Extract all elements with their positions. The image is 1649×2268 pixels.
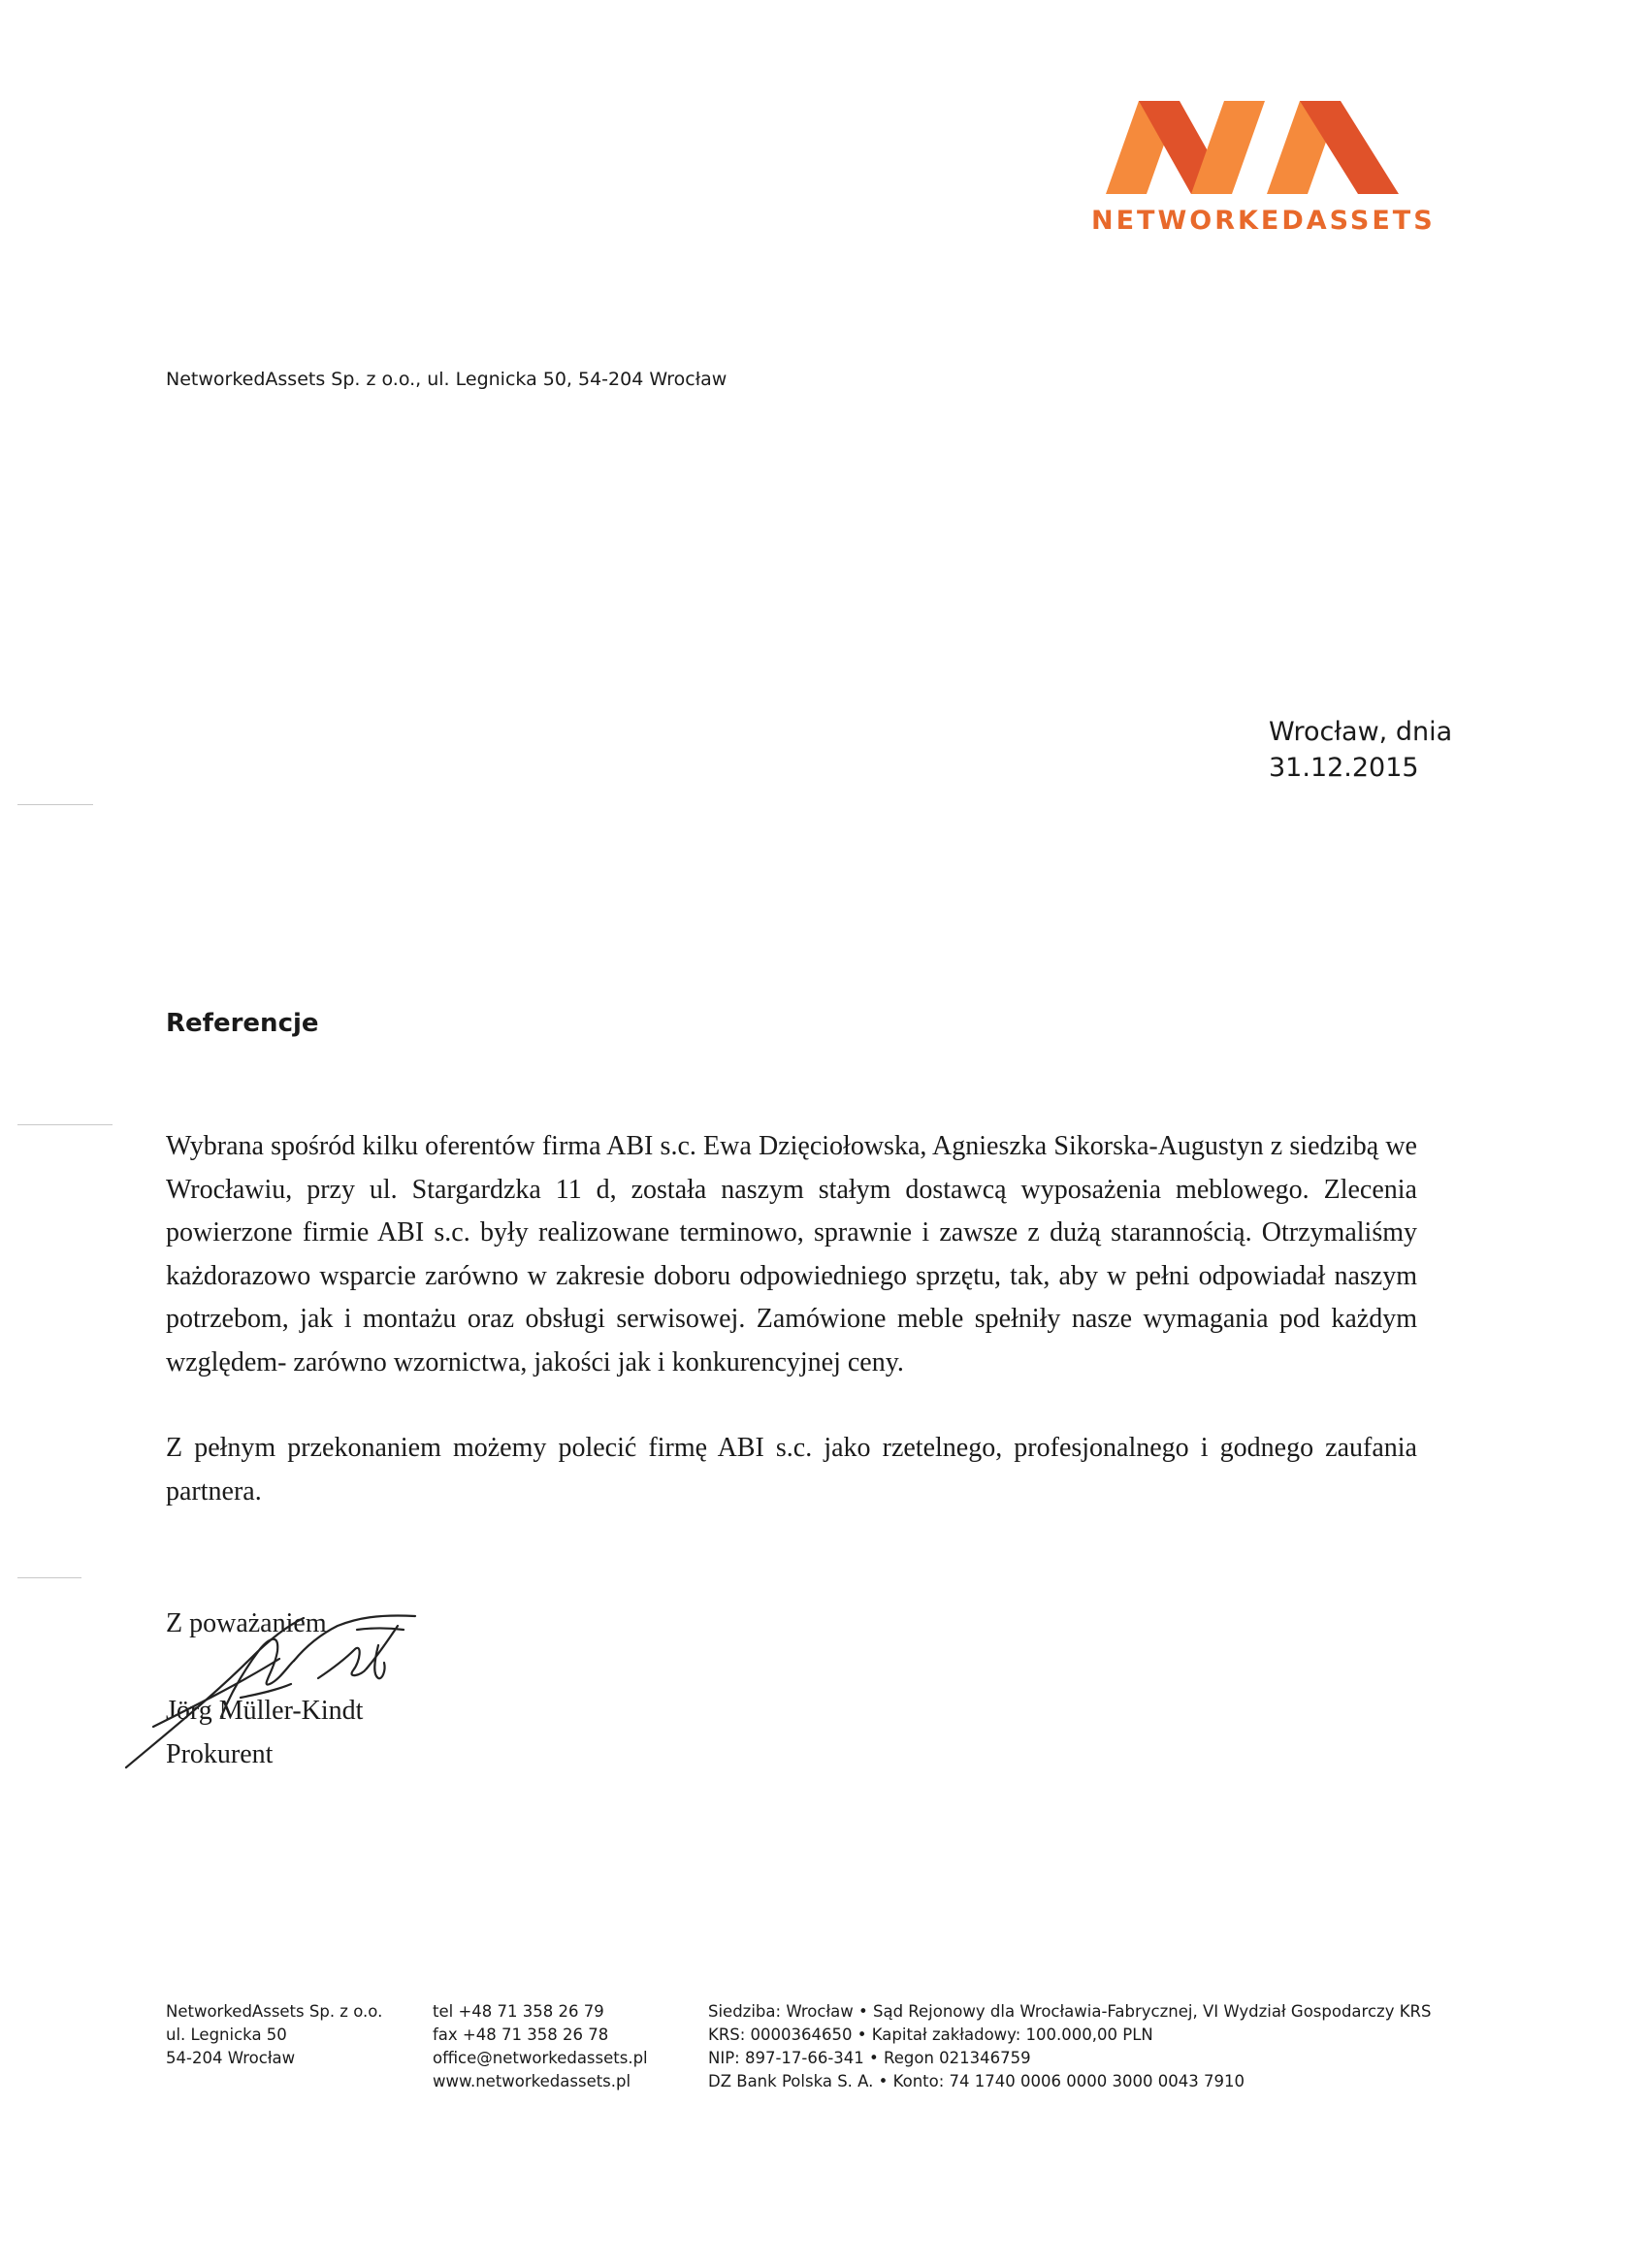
footer-line: ul. Legnicka 50 — [166, 2025, 287, 2044]
letter-body — [166, 1125, 1417, 1556]
networkedassets-logo-icon — [1106, 101, 1399, 194]
footer-legal-info — [708, 2000, 1431, 2093]
closing-greeting: Z poważaniem — [166, 1608, 327, 1638]
footer-line: NIP: 897-17-66-341 • Regon 021346759 — [708, 2049, 1031, 2067]
place-date — [1269, 714, 1452, 786]
place-label: Wrocław, dnia — [1269, 717, 1453, 747]
footer-line: KRS: 0000364650 • Kapitał zakładowy: 100.000,00 PLN — [708, 2025, 1153, 2044]
handwritten-signature-icon — [124, 1591, 464, 1775]
footer-line: 54-204 Wrocław — [166, 2049, 296, 2067]
signatory-name: Jörg Müller-Kindt — [166, 1696, 364, 1726]
footer-line: NetworkedAssets Sp. z o.o. — [166, 2002, 383, 2021]
body-paragraph: Z pełnym przekonaniem możemy polecić firmę ABI s.c. jako rzetelnego, profesjonalnego i godnego zaufania partnera. — [166, 1433, 1417, 1507]
footer-phone: tel +48 71 358 26 79 — [433, 2002, 604, 2021]
footer-contact — [433, 2000, 648, 2093]
sender-address: NetworkedAssets Sp. z o.o., ul. Legnicka 50, 54-204 Wrocław — [166, 369, 728, 390]
footer-email: office@networkedassets.pl — [433, 2049, 648, 2067]
footer-line: DZ Bank Polska S. A. • Konto: 74 1740 0006 0000 3000 0043 7910 — [708, 2072, 1245, 2090]
fold-mark — [17, 1577, 81, 1578]
footer-line: Siedziba: Wrocław • Sąd Rejonowy dla Wrocławia-Fabrycznej, VI Wydział Gospodarczy KRS — [708, 2002, 1432, 2021]
signatory-title: Prokurent — [166, 1739, 274, 1769]
footer-company-address — [166, 2000, 382, 2070]
fold-mark — [17, 804, 93, 805]
logo-wordmark: NETWORKEDASSETS — [1091, 206, 1436, 236]
footer-fax: fax +48 71 358 26 78 — [433, 2025, 609, 2044]
fold-mark — [17, 1124, 113, 1125]
body-paragraph: Wybrana spośród kilku oferentów firma ABI s.c. Ewa Dzięciołowska, Agnieszka Sikorska-Augustyn z siedzibą we Wrocławiu, przy ul. Stargardzka 11 d, została naszym stałym dostawcą wyposażenia meblowego. Zlecenia powierzone firmie ABI s.c. były realizowane terminowo, sprawnie i zawsze z dużą starannością. Otrzymaliśmy każdorazowo wsparcie zarówno w zakresie doboru odpowiedniego sprzętu, tak, aby w pełni odpowiadał naszym potrzebom, jak i montażu oraz obsługi serwisowej. Zamówione meble spełniły nasze wymagania pod każdym względem- zarówno wzornictwa, jakości jak i konkurencyjnej ceny. — [166, 1131, 1417, 1377]
footer-website: www.networkedassets.pl — [433, 2072, 631, 2090]
letter-subject: Referencje — [166, 1009, 319, 1038]
letter-date: 31.12.2015 — [1269, 753, 1419, 783]
